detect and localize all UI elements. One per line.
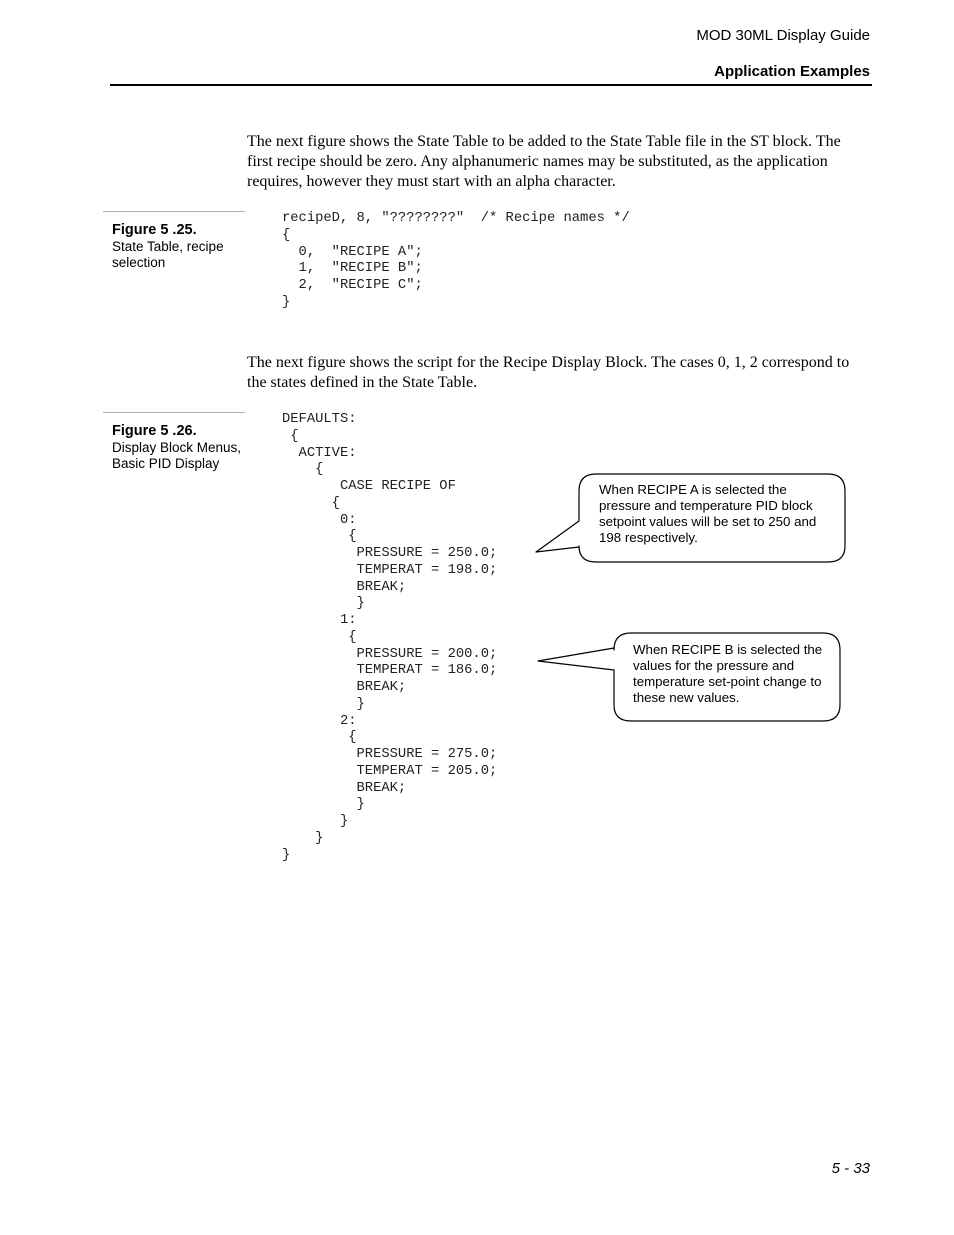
intro-paragraph-state-table: The next figure shows the State Table to be added to the State Table file in the ST block. The first recipe should be zero. Any alphanumeric names may be substituted, as the application requires, however they must start with an alpha character. [247, 133, 841, 190]
callout-text-recipe-a: When RECIPE A is selected the pressure and temperature PID block setpoint values will be set to 250 and 198 respectively. [599, 482, 817, 545]
figure-label: Figure 5 .25. [112, 222, 197, 238]
page-number: 5 - 33 [831, 1160, 870, 1177]
state-table-code: recipeD, 8, "????????" /* Recipe names */ { 0, "RECIPE A"; 1, "RECIPE B"; 2, "RECIPE C"; } [282, 211, 630, 310]
figure-label: Figure 5 .26. [112, 423, 197, 439]
figure-description: State Table, recipe selection [112, 239, 224, 270]
figure-description: Display Block Menus, Basic PID Display [112, 440, 242, 471]
display-block-script-code: DEFAULTS: { ACTIVE: { CASE RECIPE OF { 0: { PRESSURE = 250.0; TEMPERAT = 198.0; BREAK; } 1: { PRESSURE = 200.0; TEMPERAT = 186.0; BREAK; } 2: { PRESSURE = 275.0; TEMPERAT = 205.0; BREAK; } } } } [282, 412, 498, 863]
callout-text-recipe-b: When RECIPE B is selected the values for the pressure and temperature set-point change to these new values. [633, 642, 823, 705]
section-title: Application Examples [714, 63, 870, 80]
intro-paragraph-display-block: The next figure shows the script for the Recipe Display Block. The cases 0, 1, 2 correspond to the states defined in the State Table. [247, 354, 850, 391]
document-title: MOD 30ML Display Guide [696, 27, 870, 44]
